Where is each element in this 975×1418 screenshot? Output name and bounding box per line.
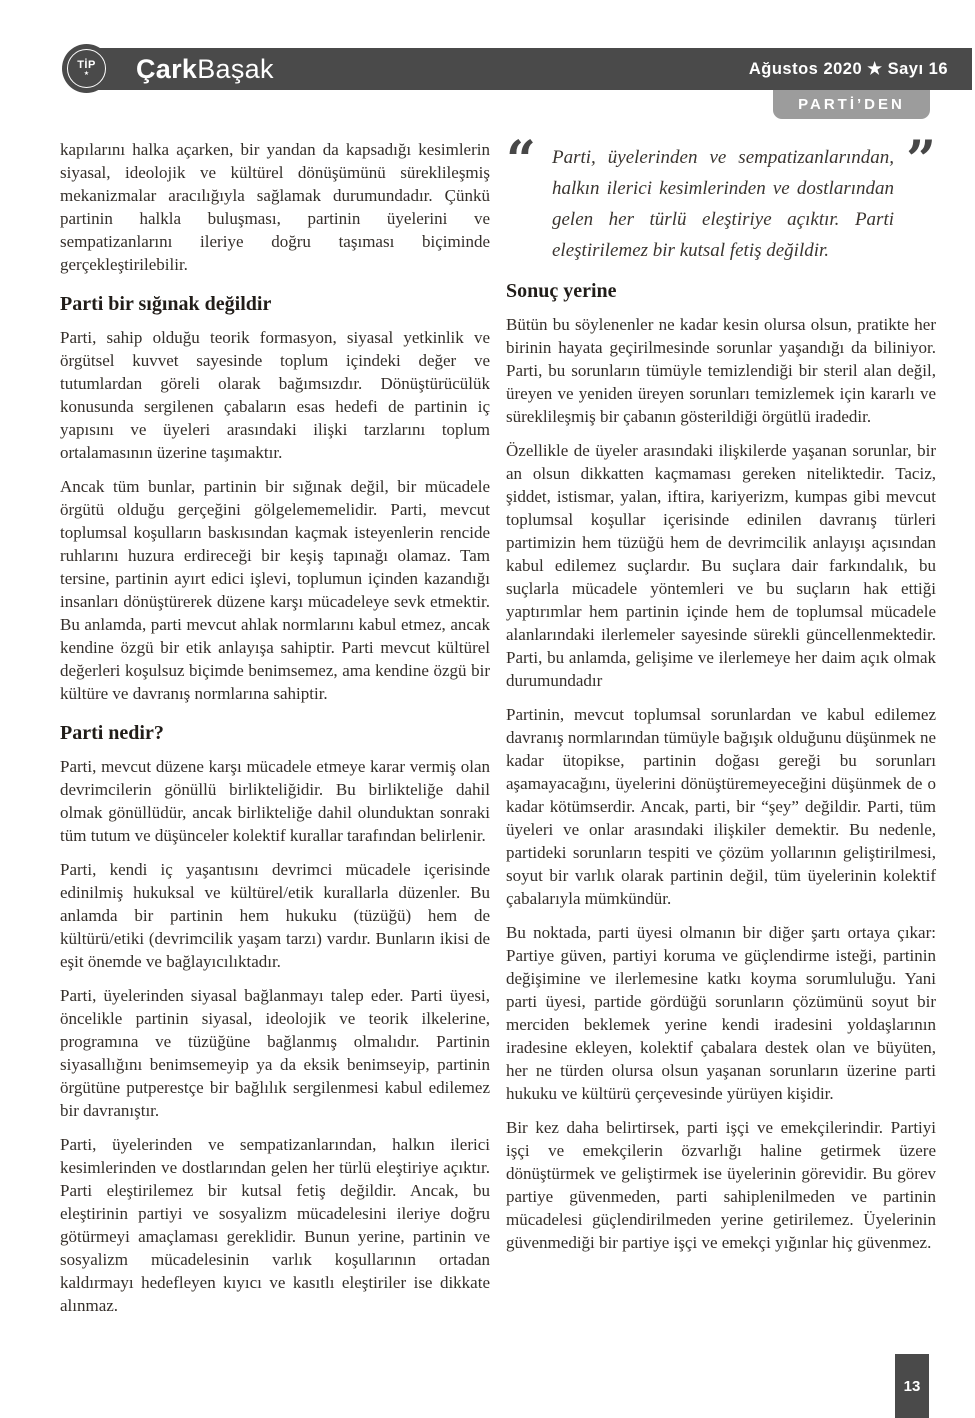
paragraph: Parti, üyelerinden siyasal bağlanmayı talep eder. Parti üyesi, öncelikle partinin siyasal, ideolojik ve teorik ilkelerine, programına ve tüzüğüne bağlanmış olmalıdır. Partinin siyasallığını benimsemeyip ya da eksik benimseyip, partinin örgütüne putperestçe bir bağlılık sergilenmesi kabul edilemez bir davranıştır.: [60, 986, 490, 1120]
section-heading: Sonuç yerine: [506, 280, 617, 302]
paragraph: Parti, mevcut düzene karşı mücadele etmeye karar vermiş olan devrimcilerin gönüllü birlikteliğidir. Bu birlikteliğe dahil olmak gönüllüdür, ancak birlikteliğe dahil olunduktan sonraki tüm tutum ve düşünceler kolektif kurallar tarafından belirlenir.: [60, 757, 490, 845]
paragraph: Ancak tüm bunlar, partinin bir sığınak değil, bir mücadele örgütü olduğu gerçeğini gölgelememelidir. Parti, mevcut toplumsal koşulların baskısından kaçmak isteyenlerin rencide ruhlarını huzura erdireceği bir keşiş tapınağı olamaz. Tam tersine, partinin ayırt edici işlevi, toplumun içinden kazandığı insanları dönüştürerek düzene karşı mücadeleye sevk etmektir. Bu anlamda, parti mevcut ahlak normlarını kabul etmez, ancak kendine özgü bir etik anlayışa sahiptir. Parti mevcut kültürel değerleri koşulsuz biçimde benimsemez, ama kendine özgü bir kültüre ve davranış normlarına sahiptir.: [60, 477, 490, 703]
close-quote-icon: ”: [906, 130, 936, 191]
paragraph: Bu noktada, parti üyesi olmanın bir diğer şartı ortaya çıkar: Partiye güven, partiyi koruma ve güçlendirme isteği, partinin değişimine ve ilerlemesine katkı koyma sorumluluğu. Yani parti üyesi, partide gördüğü sorunların çözümünü soyut bir merciden beklemek yerine kendi iradesini yoldaşlarının iradesine ekleyen, kolektif çabalara destek olan ve büyüten, her ne türden olursa olsun yaşanan sorunların üzerine parti hukuku ve kültürü çerçevesinde yürüyen kişidir.: [506, 923, 936, 1103]
magazine-title-bold: Çark: [136, 53, 198, 84]
paragraph: Özellikle de üyeler arasındaki ilişkilerde yaşanan sorunlar, bir an olsun dikkatten kaçmaması gereken niteliktedir. Taciz, şiddet, istismar, yalan, iftira, kariyerizm, kumpas gibi mevcut toplumsal koşullar içerisinde edinilen davranış türleri partimizin hem tüzüğü hem de devrimcilik anlayışı açısından kabul edilemez suçlardır. Bu suçlara dair farkındalık, bu suçlarla mücadele yöntemleri ve bu suçların hak ettiği yaptırımlar hem partinin içinde hem de toplumsal mücadele alanlarındaki ilerlemeler sayesinde sürekli güncellenmektedir. Parti, bu anlamda, gelişime ve ilerlemeye her daim açık olmak durumundadır: [506, 441, 936, 690]
pull-quote: [506, 130, 936, 266]
issue-info: Ağustos 2020 ★ Sayı 16: [748, 60, 948, 78]
tip-party-logo-icon: [62, 44, 111, 93]
magazine-title: [136, 54, 274, 85]
page-number: 13: [895, 1354, 929, 1418]
magazine-title-light: Başak: [197, 53, 274, 84]
pull-quote-text: Parti, üyelerinden ve sempatizanlarından, halkın ilerici kesimlerinden ve dostlarından gelen her türlü eleştiriye açıktır. Parti eleştirilemez bir kutsal fetiş değildir.: [552, 147, 894, 261]
star-icon: ★: [83, 70, 90, 77]
section-heading: Parti bir sığınak değildir: [60, 293, 272, 315]
left-column: [60, 138, 490, 1328]
paragraph: Parti, kendi iç yaşantısını devrimci mücadele içerisinde edinilmiş hukuksal ve kültürel/etik kurallarla düzenler. Bu anlamda bir partinin hem hukuku (tüzüğü) hem de kültürü/etiki (devrimcilik yaşam tarzı) vardır. Bunların ikisi de eşit önemde ve bağlayıcılıktadır.: [60, 860, 490, 971]
masthead-bar: [84, 48, 972, 90]
paragraph: Partinin, mevcut toplumsal sorunlardan ve kabul edilemez davranış normlarından tümüyle bağışık olduğunu düşünmek ne kadar ütopikse, partinin doğası gereği bu sorunları aşamayacağını, üyelerini dönüştüremeyeceğini düşünmek de o kadar kötümserdir. Ancak, parti, bir “şey” değildir. Parti, tüm üyeleri ve onlar arasındaki ilişkiler demektir. Bu nedenle, partideki sorunların tespiti ve çözüm yollarının geliştirilmesi, soyut bir varlık olarak partinin değil, tüm üyelerinin kolektif çabalarıyla mümkündür.: [506, 705, 936, 908]
tip-party-logo-ring: [67, 49, 106, 88]
open-quote-icon: “: [506, 130, 536, 191]
section-heading: Parti nedir?: [60, 722, 164, 744]
paragraph: Parti, sahip olduğu teorik formasyon, siyasal yetkinlik ve örgütsel kuvvet sayesinde toplum içindeki değer ve tutumlardan göreli olarak bağımsızdır. Dönüştürücülük konusunda sergilenen çabaların esas hedefi de partinin iç yapısını ve üyeleri arasındaki ilişki tarzlarını toplum ortalamasının üzerine taşımaktır.: [60, 328, 490, 462]
section-badge: PARTİ’DEN: [773, 90, 930, 119]
paragraph: Bir kez daha belirtirsek, parti işçi ve emekçilerindir. Partiyi işçi ve emekçilerin özvarlığı haline getirmek üzere dönüştürmek ve geliştirmek ise üyelerinin görevidir. Bu görev partiye güvenmeden, parti sahiplenilmeden ve partinin mücadelesi güçlendirilmeden yerine getirilemez. Üyelerinin güvenmediği bir partiye işçi ve emekçi yığınlar hiç güvenmez.: [506, 1118, 936, 1252]
paragraph: Bütün bu söylenenler ne kadar kesin olursa olsun, pratikte her birinin hayata geçirilmesinde sorunlar yaşandığı da biliniyor. Parti, bu sorunların tümüyle temizlendiği bir steril alan değil, üreyen ve yeniden üreyen sorunları temizlemek için kararlı ve süreklileşmiş bir çabanın gösterildiği örgütlü iradedir.: [506, 315, 936, 426]
paragraph: Parti, üyelerinden ve sempatizanlarından, halkın ilerici kesimlerinden ve dostlarından gelen her türlü eleştiriye açıktır. Parti eleştirilemez bir kutsal fetiş değildir. Ancak, bu eleştirinin partiyi ve sosyalizm mücadelesini ileriye doğru götürmeyi amaçlaması gereklidir. Bunun yerine, partinin ve sosyalizm mücadelesinin varlık koşullarının ortadan kaldırmayı hedefleyen kıyıcı ve kasıtlı eleştiriler ise dikkate alınmaz.: [60, 1135, 490, 1315]
tip-party-logo-text: TİP: [77, 58, 96, 71]
paragraph: kapılarını halka açarken, bir yandan da kapsadığı kesimlerin siyasal, ideolojik ve kültürel dönüşümünü süreklileşmiş mekanizmalar aracılığıyla sağlamak durumundadır. Çünkü partinin halkla buluşması, partinin üyelerini ve sempatizanlarını ileriye doğru taşıması biçiminde gerçekleştirilebilir.: [60, 140, 490, 274]
right-column: [506, 130, 936, 1265]
